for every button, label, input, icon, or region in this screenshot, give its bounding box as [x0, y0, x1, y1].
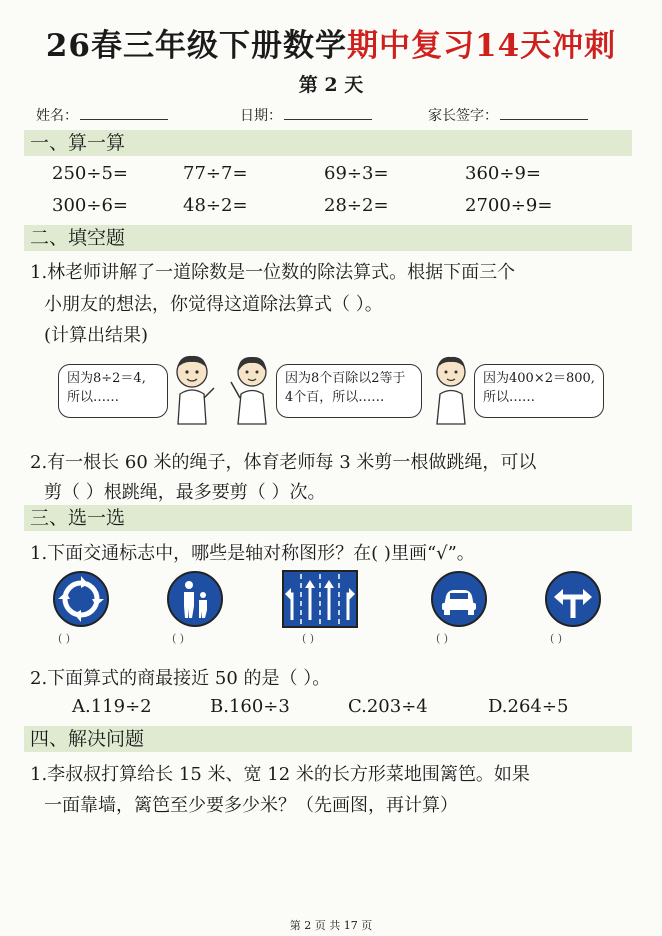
calc-item: 28÷2= — [324, 195, 389, 216]
page-title: 26春三年级下册数学期中复习14天冲刺 — [45, 28, 617, 64]
calc-item: 48÷2= — [183, 195, 248, 216]
section-choose: 三、选一选 — [24, 505, 632, 531]
answer-paren[interactable]: ( ) — [436, 632, 449, 645]
parent-sign-field[interactable]: 家长签字： — [428, 105, 588, 125]
boy-figure — [166, 352, 218, 426]
speech-bubble: 因为8个百除以2等于 4个百，所以…… — [276, 364, 422, 418]
pedestrian-sign-icon — [166, 570, 224, 628]
option-d[interactable]: D.264÷5 — [488, 696, 569, 717]
question-text: 一面靠墙，篱笆至少要多少米？（先画图，再计算） — [44, 795, 458, 816]
question-text: 1.李叔叔打算给长 15 米、宽 12 米的长方形菜地围篱笆。如果 — [30, 764, 530, 785]
calc-item: 250÷5= — [52, 163, 128, 184]
speech-bubble: 因为8÷2＝4, 所以…… — [58, 364, 168, 418]
question-text: 1.下面交通标志中，哪些是轴对称图形？在( )里画“√”。 — [30, 543, 475, 564]
girl-figure — [228, 352, 276, 426]
answer-paren[interactable]: ( ) — [550, 632, 563, 645]
answer-paren[interactable]: ( ) — [302, 632, 315, 645]
question-text: 1.林老师讲解了一道除数是一位数的除法算式。根据下面三个 — [30, 262, 516, 283]
answer-paren[interactable]: ( ) — [172, 632, 185, 645]
option-c[interactable]: C.203÷4 — [348, 696, 428, 717]
date-field[interactable]: 日期： — [240, 105, 372, 125]
name-field[interactable]: 姓名： — [36, 105, 168, 125]
question-text: (计算出结果) — [44, 325, 149, 346]
boy-figure — [428, 352, 474, 426]
turn-left-right-sign-icon — [544, 570, 602, 628]
question-text: 小朋友的想法，你觉得这道除法算式（ ）。 — [44, 294, 383, 315]
calc-item: 69÷3= — [324, 163, 389, 184]
lane-direction-sign-icon — [282, 570, 358, 628]
motor-vehicle-sign-icon — [430, 570, 488, 628]
answer-paren[interactable]: ( ) — [58, 632, 71, 645]
question-text: 剪（ ）根跳绳，最多要剪（ ）次。 — [44, 482, 326, 503]
section-calc: 一、算一算 — [24, 130, 632, 156]
option-a[interactable]: A.119÷2 — [72, 696, 152, 717]
calc-item: 77÷7= — [183, 163, 248, 184]
day-label: 第 2 天 — [298, 74, 364, 96]
calc-item: 300÷6= — [52, 195, 128, 216]
calc-item: 2700÷9= — [465, 195, 553, 216]
section-solve: 四、解决问题 — [24, 726, 632, 752]
speech-bubble: 因为400×2＝800, 所以…… — [474, 364, 604, 418]
roundabout-sign-icon — [52, 570, 110, 628]
question-text: 2.下面算式的商最接近 50 的是（ ）。 — [30, 668, 331, 689]
option-b[interactable]: B.160÷3 — [210, 696, 290, 717]
question-text: 2.有一根长 60 米的绳子，体育老师每 3 米剪一根做跳绳，可以 — [30, 452, 537, 473]
calc-item: 360÷9= — [465, 163, 541, 184]
page-footer: 第 2 页 共 17 页 — [289, 919, 373, 932]
section-fill: 二、填空题 — [24, 225, 632, 251]
